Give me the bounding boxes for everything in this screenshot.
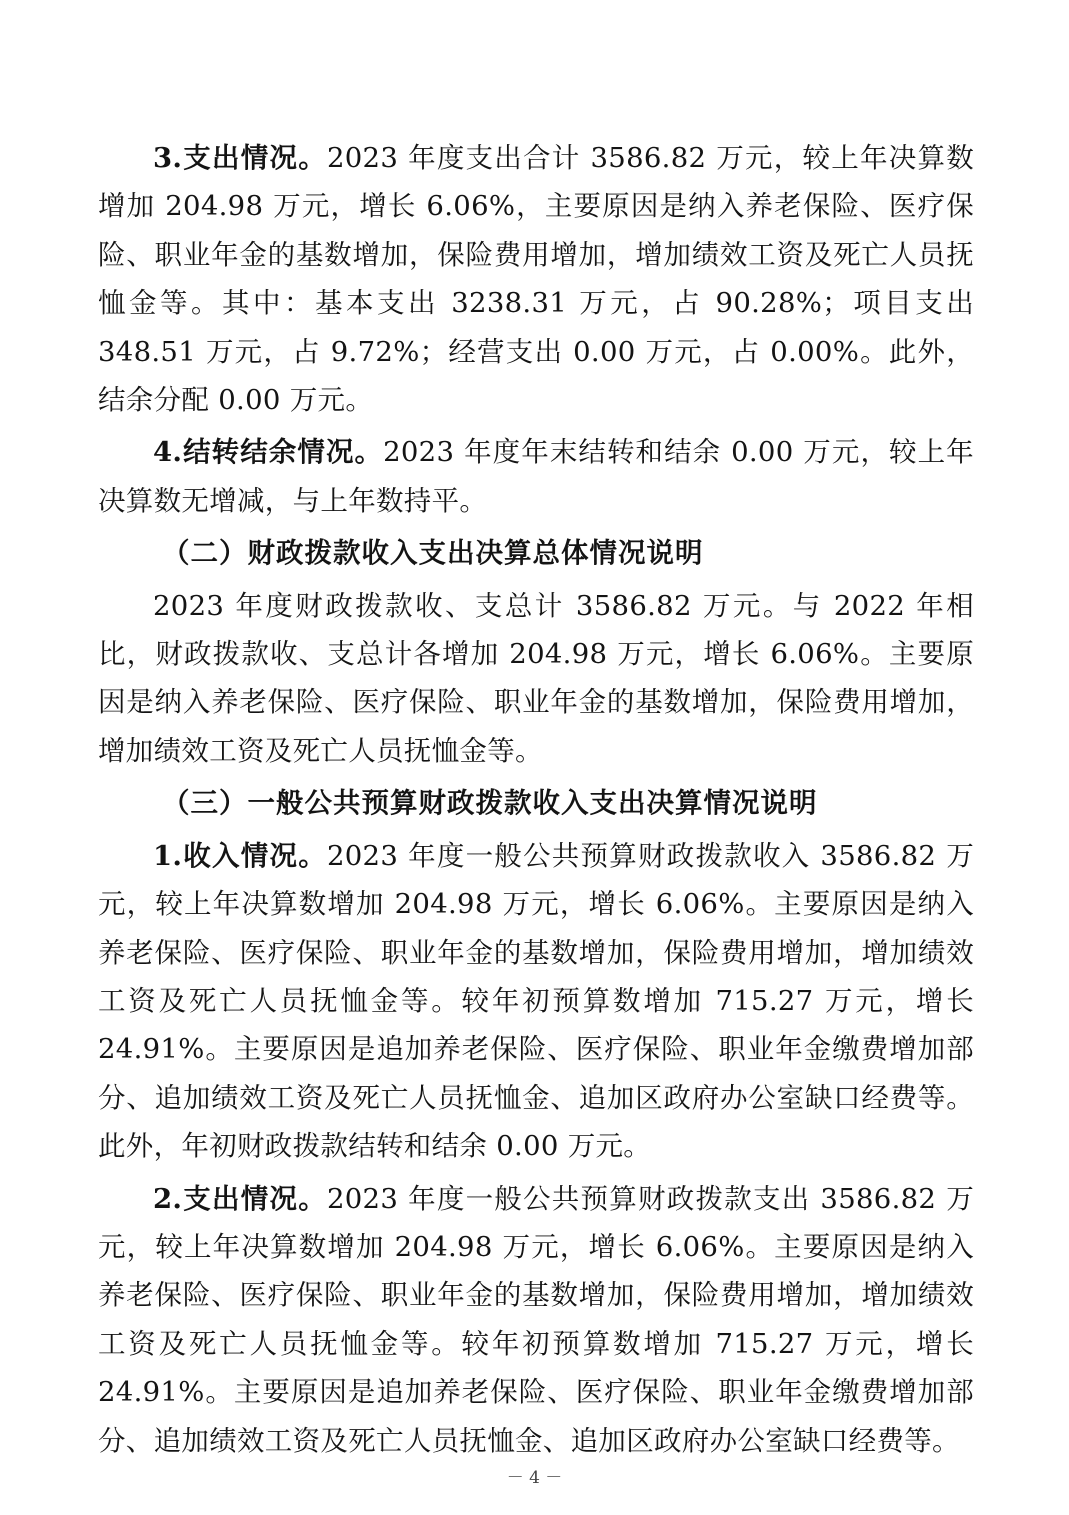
document-page — [98, 0, 974, 1515]
heading-general-budget: （三）一般公共预算财政拨款收入支出决算情况说明 — [162, 787, 818, 820]
paragraph-expenditure — [98, 134, 974, 424]
text-income: 2023 年度一般公共预算财政拨款收入 3586.82 万元，较上年决算数增加 204.98 万元，增长 6.06%。主要原因是纳入养老保险、医疗保险、职业年金的基数增加，保险费用增加，增加绩效工资及死亡人员抚恤金等。较年初预算数增加 715.27 万元，增长 24.91%。主要原因是追加养老保险、医疗保险、职业年金缴费增加部分、追加绩效工资及死亡人员抚恤金、追加区政府办公室缺口经费等。此外，年初财政拨款结转和结余 0.00 万元。 — [98, 839, 974, 1163]
lead-expenditure: 3.支出情况。 — [153, 142, 327, 174]
paragraph-expenditure-general — [98, 1175, 974, 1465]
paragraph-income — [98, 832, 974, 1171]
text-carryover: 2023 年度年末结转和结余 0.00 万元，较上年决算数无增减，与上年数持平。 — [98, 436, 974, 517]
paragraph-carryover — [98, 428, 974, 525]
text-expenditure-general: 2023 年度一般公共预算财政拨款支出 3586.82 万元，较上年决算数增加 204.98 万元，增长 6.06%。主要原因是纳入养老保险、医疗保险、职业年金的基数增加，保险费用增加，增加绩效工资及死亡人员抚恤金等。较年初预算数增加 715.27 万元，增长 24.91%。主要原因是追加养老保险、医疗保险、职业年金缴费增加部分、追加绩效工资及死亡人员抚恤金、追加区政府办公室缺口经费等。 — [98, 1182, 974, 1457]
heading-fiscal-overview: （二）财政拨款收入支出决算总体情况说明 — [162, 537, 704, 570]
lead-income: 1.收入情况。 — [153, 839, 327, 872]
lead-carryover: 4.结转结余情况。 — [153, 436, 384, 469]
top-margin — [98, 0, 974, 134]
lead-expenditure-general: 2.支出情况。 — [153, 1182, 327, 1215]
page-number: － 4 － — [506, 1468, 563, 1488]
paragraph-fiscal-overview: 2023 年度财政拨款收、支总计 3586.82 万元。与 2022 年相比，财政拨款收、支总计各增加 204.98 万元，增长 6.06%。主要原因是纳入养老保险、医疗保险、职业年金的基数增加，保险费用增加，增加绩效工资及死亡人员抚恤金等。 — [98, 589, 974, 767]
text-expenditure: 2023 年度支出合计 3586.82 万元，较上年决算数增加 204.98 万元，增长 6.06%，主要原因是纳入养老保险、医疗保险、职业年金的基数增加，保险费用增加，增加绩效工资及死亡人员抚恤金等。其中：基本支出 3238.31 万元，占 90.28%；项目支出 348.51 万元，占 9.72%；经营支出 0.00 万元，占 0.00%。此外，结余分配 0.00 万元。 — [98, 142, 974, 417]
